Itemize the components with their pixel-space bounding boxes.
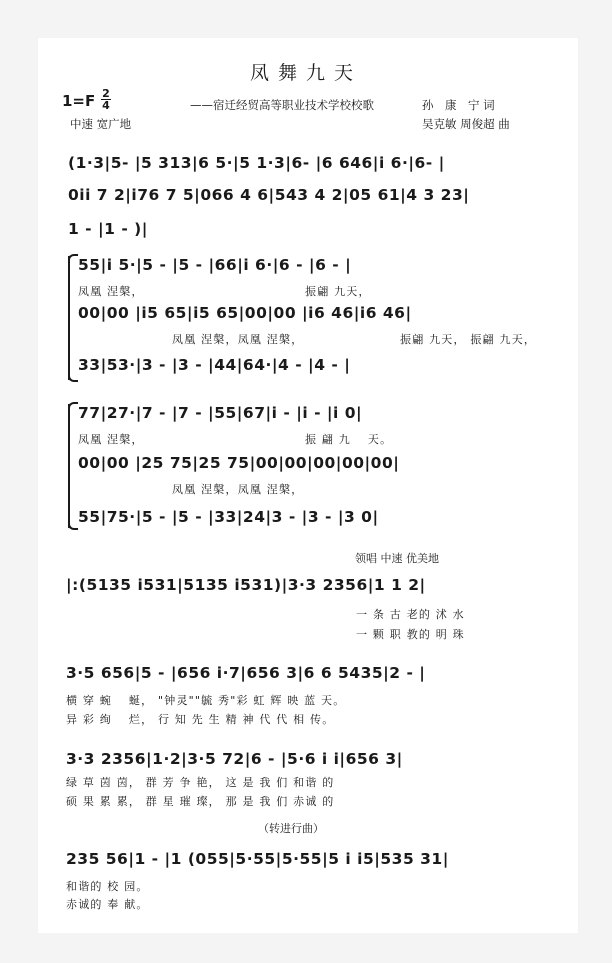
- chorus2-upper-lyric-a: 凤凰 涅槃，: [78, 433, 144, 446]
- chorus2-middle-lyric: 凤凰 涅槃，凤凰 涅槃，: [172, 483, 304, 496]
- chorus1-upper-lyric-b: 振翩 九天，: [305, 285, 371, 298]
- chorus1-middle-staff: 00|00 |i5 65|i5 65|00|00 |i6 46|i6 46|: [78, 304, 412, 322]
- section6-lyric-1: 和谐的 校 园。: [66, 880, 149, 893]
- section4-staff: 3·5 656|5 - |656 i·7|656 3|6 6 5435|2 - |: [66, 664, 426, 682]
- verse-tempo-marking: 领唱 中速 优美地: [355, 552, 439, 565]
- intro-line-1: (1·3|5- |5 313|6 5·|5 1·3|6- |6 646|i 6·|6- |: [68, 154, 445, 172]
- chorus1-upper-staff: 55|i 5·|5 - |5 - |66|i 6·|6 - |6 - |: [78, 256, 352, 274]
- system-brace: [68, 404, 74, 528]
- chorus2-middle-staff: 00|00 |25 75|25 75|00|00|00|00|00|: [78, 454, 400, 472]
- chorus1-upper-lyric-a: 凤凰 涅槃，: [78, 285, 144, 298]
- section4-lyric-1: 横 穿 蜿 蜒， "钟灵""毓 秀"彩 虹 辉 映 蓝 天。: [66, 694, 346, 707]
- section5-staff: 3·3 2356|1·2|3·5 72|6 - |5·6 i i|656 3|: [66, 750, 403, 768]
- chorus1-lower-staff: 33|53·|3 - |3 - |44|64·|4 - |4 - |: [78, 356, 351, 374]
- chorus1-middle-lyric-b: 振翩 九天， 振翩 九天，: [400, 333, 537, 346]
- system-brace: [68, 256, 74, 380]
- section6-staff: 235 56|1 - |1 (055|5·55|5·55|5 i i5|535 31|: [66, 850, 449, 868]
- section3-lyric-1: 一 条 古 老的 沭 水: [356, 608, 465, 621]
- section3-lyric-2: 一 颗 职 教的 明 珠: [356, 628, 465, 641]
- section4-lyric-2: 异 彩 绚 烂， 行 知 先 生 精 神 代 代 相 传。: [66, 713, 335, 726]
- section3-staff: |:(5135 i531|5135 i531)|3·3 2356|1 1 2|: [66, 576, 426, 594]
- subtitle: ——宿迁经贸高等职业技术学校校歌: [190, 98, 374, 112]
- section5-lyric-2: 硕 果 累 累， 群 星 璀 璨， 那 是 我 们 赤诚 的: [66, 795, 335, 808]
- song-title: 凤舞九天: [249, 62, 362, 84]
- intro-line-2: 0ii 7 2|i76 7 5|066 4 6|543 4 2|05 61|4 3 23|: [68, 186, 470, 204]
- section6-lyric-2: 赤诚的 奉 献。: [66, 898, 149, 911]
- chorus2-lower-staff: 55|75·|5 - |5 - |33|24|3 - |3 - |3 0|: [78, 508, 379, 526]
- lyricist-credit: 孙 康 宁 词: [422, 98, 495, 112]
- chorus1-middle-lyric-a: 凤凰 涅槃，凤凰 涅槃，: [172, 333, 304, 346]
- key-signature: 1=F: [62, 92, 96, 110]
- transition-marking: （转进行曲）: [258, 822, 324, 835]
- section5-lyric-1: 绿 草 茵 茵， 群 芳 争 艳， 这 是 我 们 和谐 的: [66, 776, 335, 789]
- time-signature: $\frac{2}{4}$: [102, 87, 110, 112]
- intro-line-3: 1 - |1 - )|: [68, 220, 148, 238]
- chorus2-upper-lyric-b: 振 翩 九 天。: [305, 433, 393, 446]
- tempo-marking: 中速 宽广地: [70, 117, 132, 131]
- chorus2-upper-staff: 77|27·|7 - |7 - |55|67|i - |i - |i 0|: [78, 404, 363, 422]
- composer-credit: 吴克敏 周俊超 曲: [422, 117, 510, 131]
